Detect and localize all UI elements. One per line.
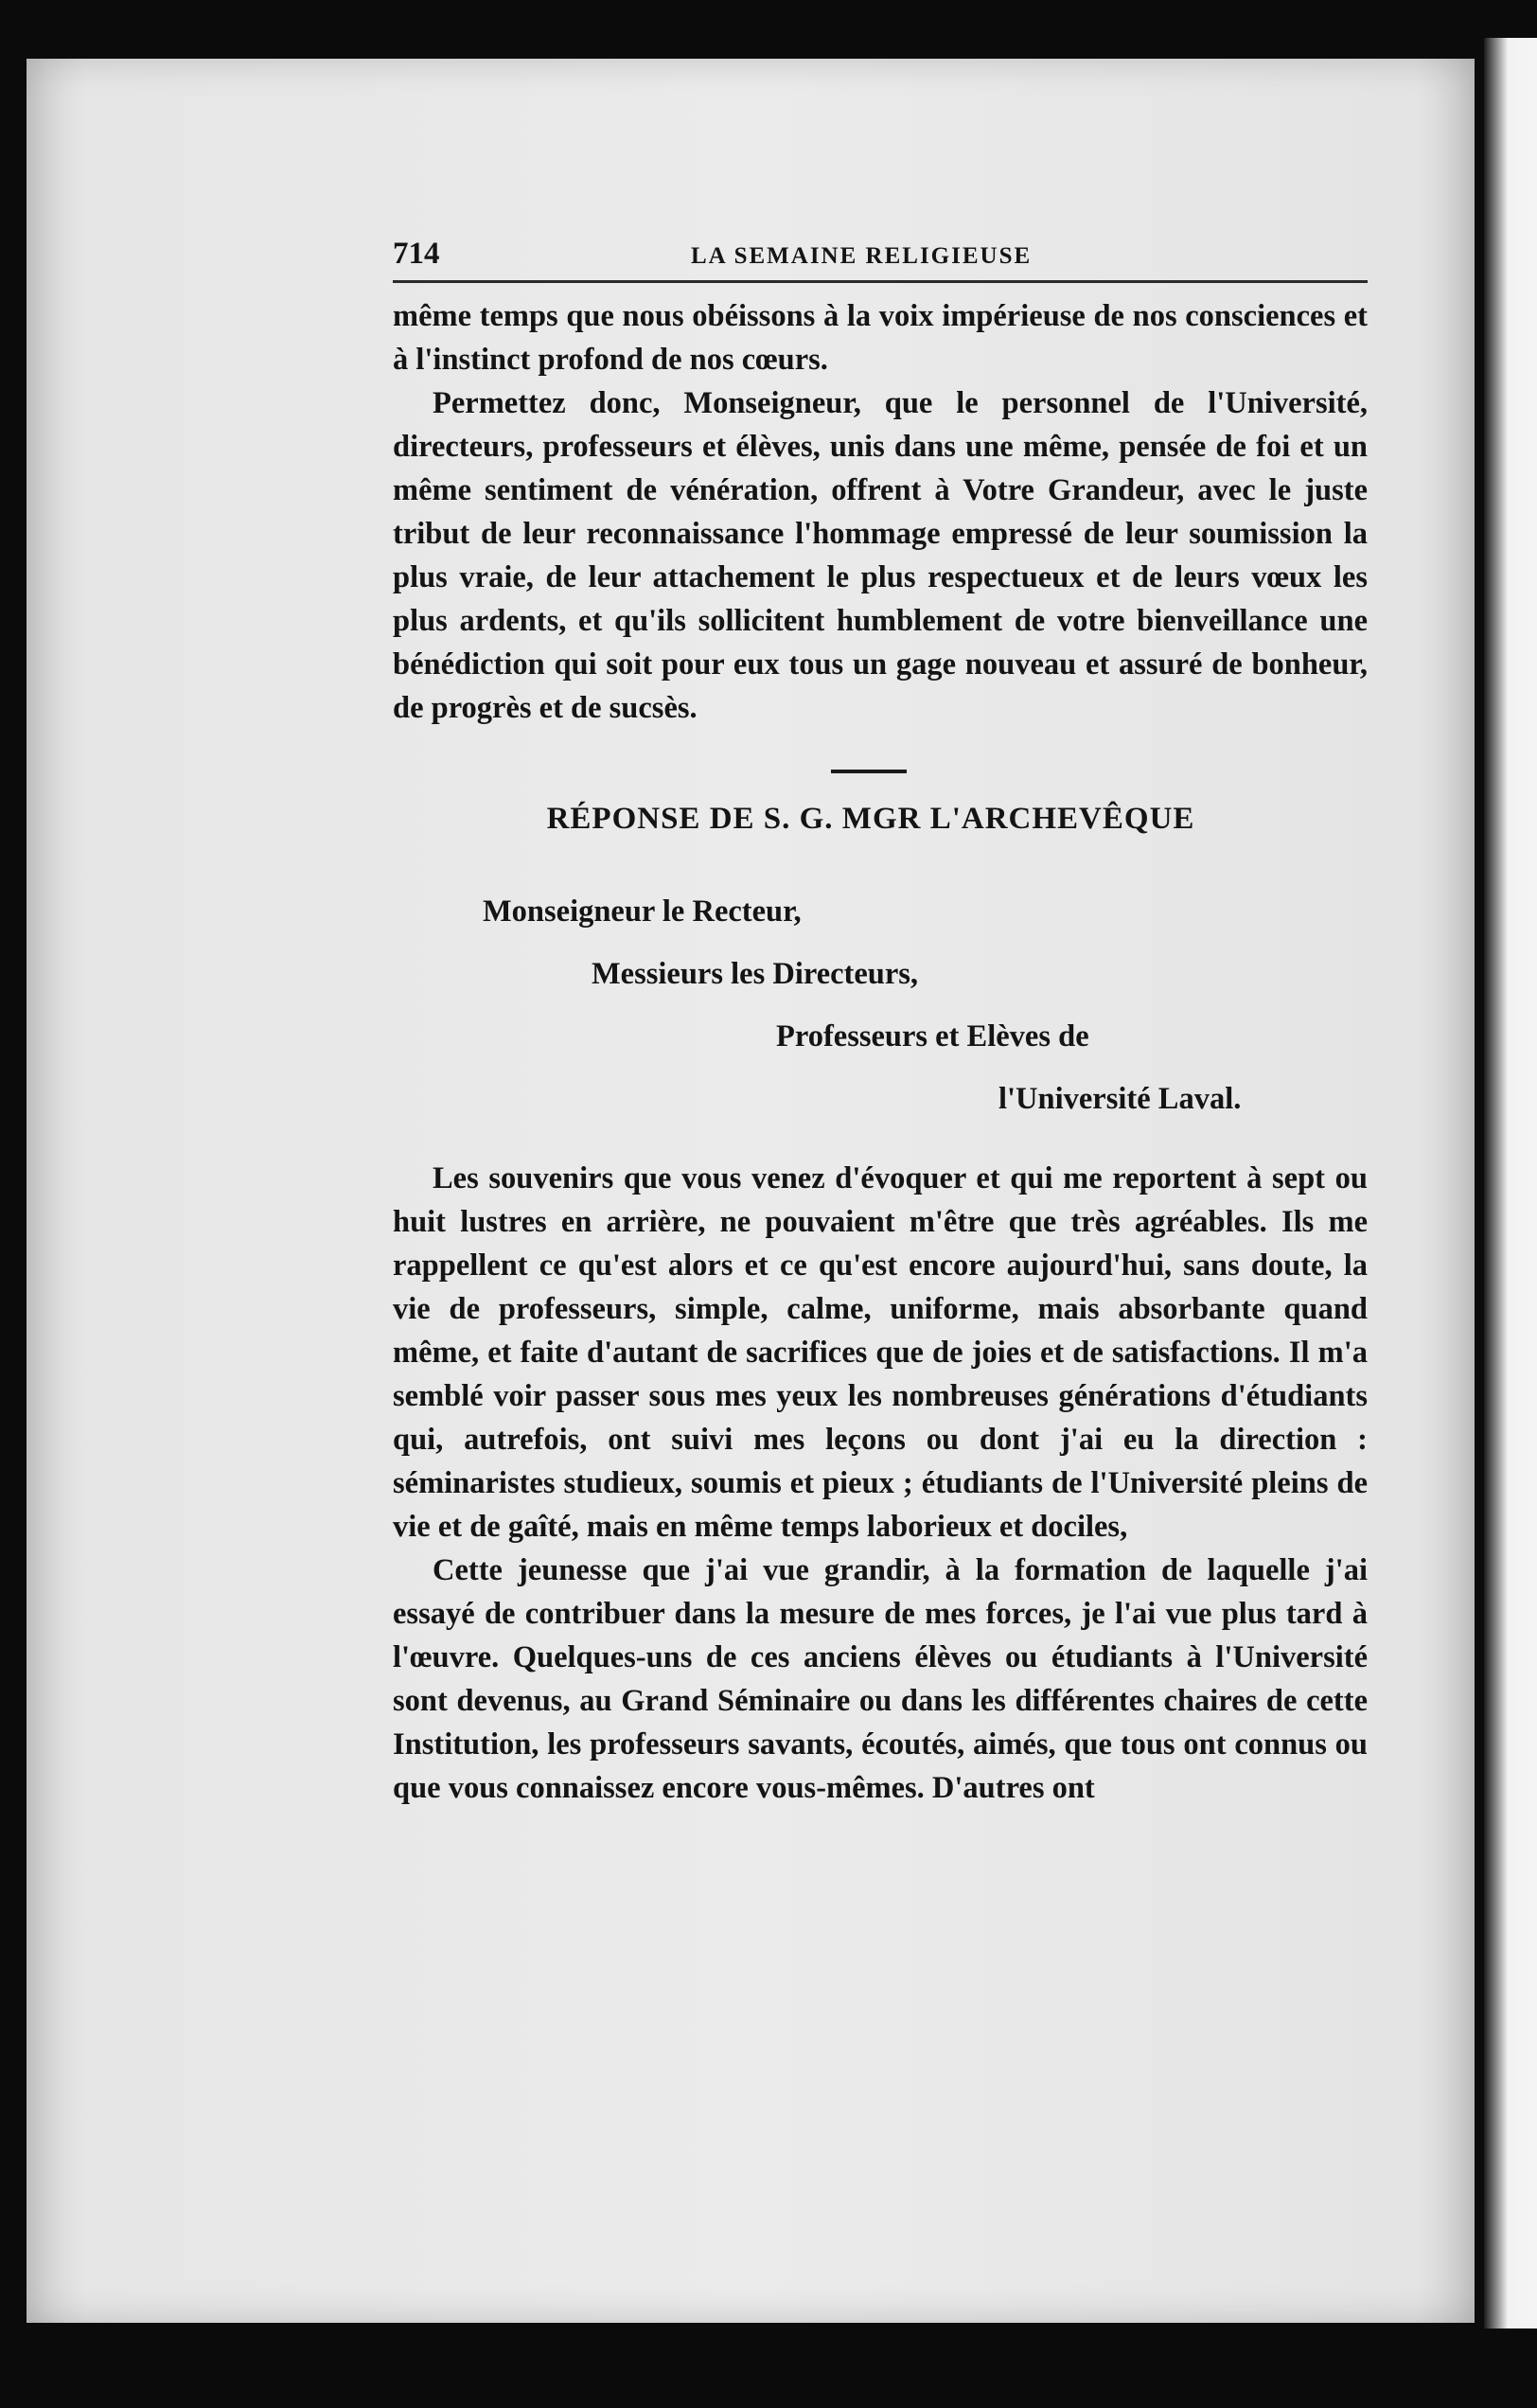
paragraph: Permettez donc, Monseigneur, que le personnel de l'Université, directeurs, professeurs et élèves, unis dans une même, pensée de foi et un même sentiment de vénération, offrent à Votre Grandeur, avec le juste tribut de leur reconnaissance l'hommage empressé de leur soumission la plus vraie, de leur attachement le plus respectueux et de leurs vœux les plus ardents, et qu'ils sollicitent humblement de votre bienveillance une bénédiction qui soit pour eux tous un gage nouveau et assuré de bonheur, de progrès et de sucsès. xyxy=(393,386,1368,725)
salutation-line: Messieurs les Directeurs, xyxy=(592,957,919,991)
salutation-block xyxy=(393,880,1368,1130)
adjacent-page-edge xyxy=(1484,38,1537,2328)
section-heading: RÉPONSE DE S. G. MGR L'ARCHEVÊQUE xyxy=(546,802,1195,836)
section-divider xyxy=(831,770,907,773)
salutation-line: Monseigneur le Recteur, xyxy=(483,894,802,929)
paragraph-continued: même temps que nous obéissons à la voix impérieuse de nos consciences et à l'instinct profond de nos cœurs. xyxy=(393,299,1368,377)
running-title: LA SEMAINE RELIGIEUSE xyxy=(691,243,1033,269)
page-header xyxy=(393,237,1368,283)
page-number: 714 xyxy=(393,237,440,271)
paragraph: Les souvenirs que vous venez d'évoquer et qui me reportent à sept ou huit lustres en arrière, ne pouvaient m'être que très agréables. Ils me rappellent ce qu'est alors et ce qu'est encore aujourd'hui, sans doute, la vie de professeurs, simple, calme, uniforme, mais absorbante quand même, et faite d'autant de sacrifices que de joies et de satisfactions. Il m'a semblé voir passer sous mes yeux les nombreuses générations d'étudiants qui, autrefois, ont suivi mes leçons ou dont j'ai eu la direction : séminaristes studieux, soumis et pieux ; étudiants de l'Université pleins de vie et de gaîté, mais en même temps laborieux et dociles, xyxy=(393,1161,1368,1544)
page-content xyxy=(393,237,1368,1810)
salutation-line: l'Université Laval. xyxy=(998,1082,1242,1116)
salutation-line: Professeurs et Elèves de xyxy=(776,1019,1089,1054)
paragraph: Cette jeunesse que j'ai vue grandir, à la formation de laquelle j'ai essayé de contribuer dans la mesure de mes forces, je l'ai vue plus tard à l'œuvre. Quelques-uns de ces anciens élèves ou étudiants à l'Université sont devenus, au Grand Séminaire ou dans les différentes chaires de cette Institution, les professeurs savants, écoutés, aimés, que tous ont connus ou que vous connaissez encore vous-mêmes. D'autres ont xyxy=(393,1553,1368,1805)
